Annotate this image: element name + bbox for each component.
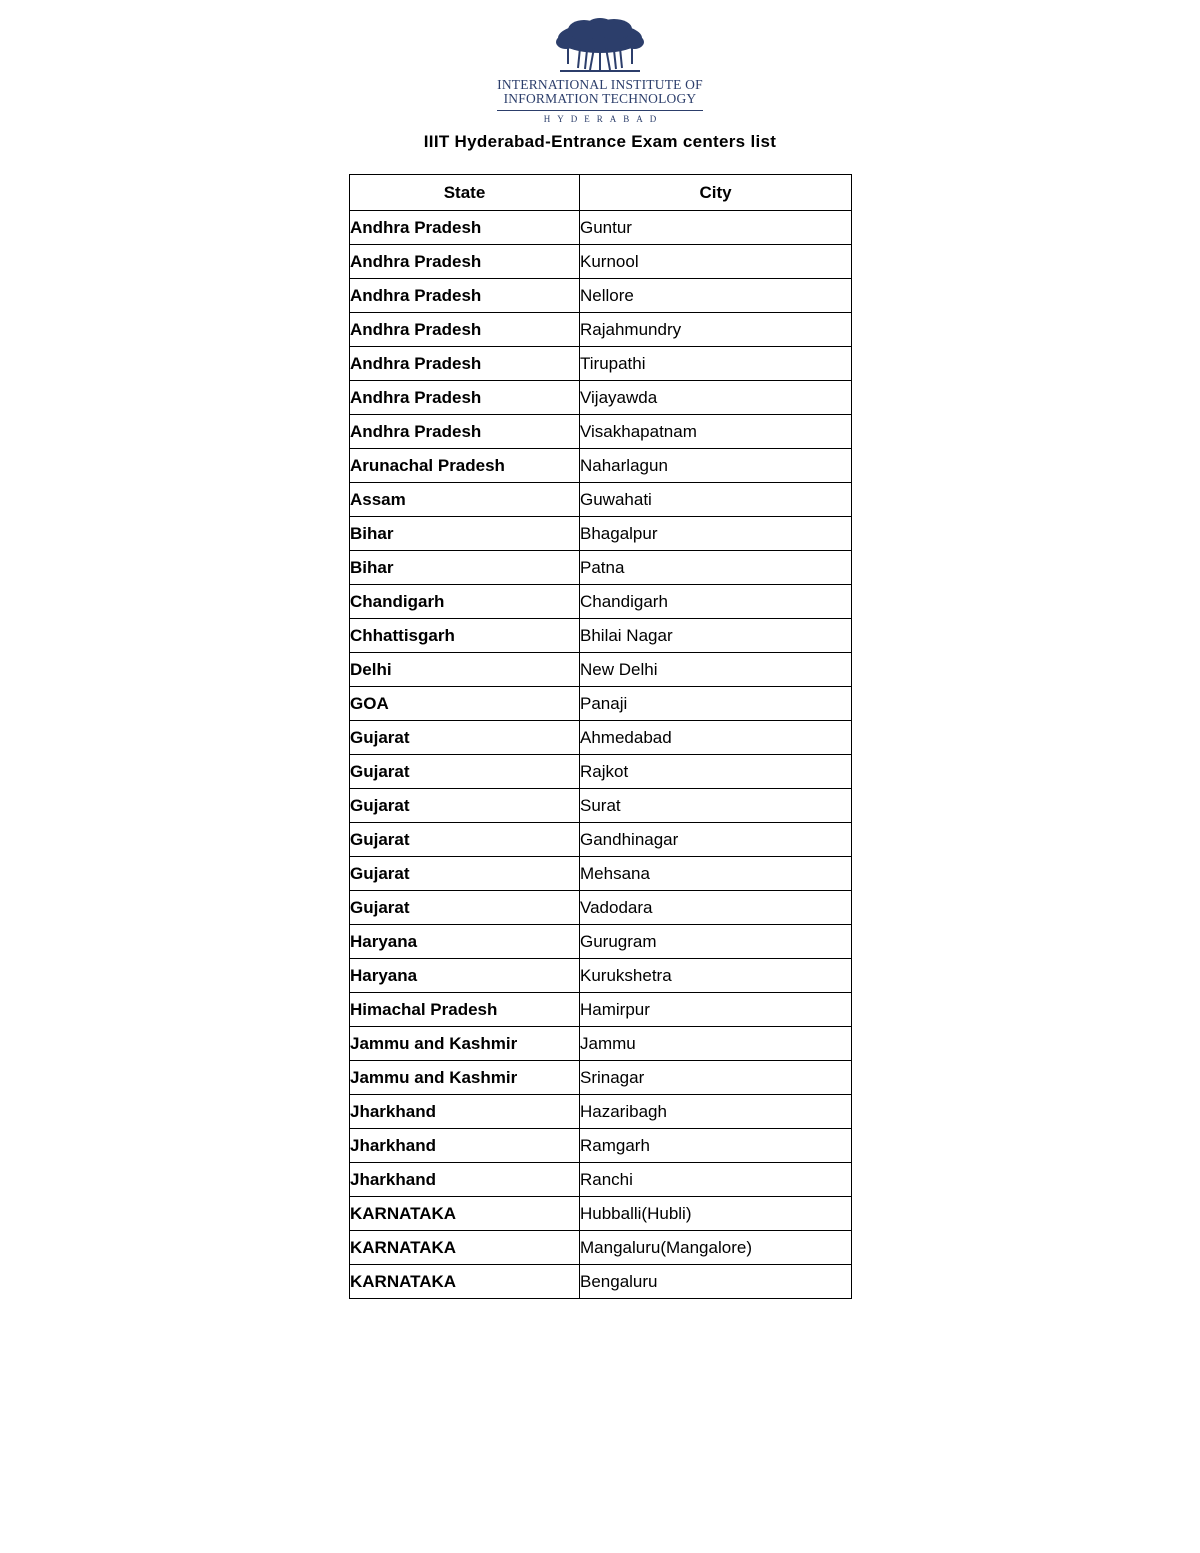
table-row [350,1129,852,1163]
city-cell: Hamirpur [580,993,852,1027]
city-cell: Hubballi(Hubli) [580,1197,852,1231]
table-row [350,415,852,449]
state-cell: Jharkhand [350,1095,580,1129]
table-header-row [350,175,852,211]
city-cell: Ramgarh [580,1129,852,1163]
state-cell: Jammu and Kashmir [350,1027,580,1061]
table-row [350,789,852,823]
city-cell: Bhagalpur [580,517,852,551]
state-cell: Chandigarh [350,585,580,619]
state-cell: KARNATAKA [350,1197,580,1231]
city-cell: Nellore [580,279,852,313]
table-row [350,1163,852,1197]
state-cell: Jharkhand [350,1129,580,1163]
table-row [350,687,852,721]
table-row [350,959,852,993]
city-cell: Gurugram [580,925,852,959]
table-row [350,619,852,653]
city-cell: Jammu [580,1027,852,1061]
state-cell: Andhra Pradesh [350,313,580,347]
table-row [350,347,852,381]
city-cell: Guwahati [580,483,852,517]
banyan-tree-icon [554,18,646,74]
column-header-city: City [580,175,852,211]
state-cell: KARNATAKA [350,1265,580,1299]
column-header-state: State [350,175,580,211]
table-row [350,1197,852,1231]
table-row [350,1027,852,1061]
table-row [350,1265,852,1299]
state-cell: Himachal Pradesh [350,993,580,1027]
city-cell: Mehsana [580,857,852,891]
state-cell: KARNATAKA [350,1231,580,1265]
state-cell: Bihar [350,517,580,551]
table-row [350,755,852,789]
table-row [350,279,852,313]
table-row [350,585,852,619]
state-cell: Gujarat [350,755,580,789]
state-cell: Bihar [350,551,580,585]
city-cell: Rajkot [580,755,852,789]
state-cell: Arunachal Pradesh [350,449,580,483]
city-cell: Vadodara [580,891,852,925]
city-cell: Bengaluru [580,1265,852,1299]
table-row [350,211,852,245]
table-row [350,823,852,857]
state-cell: Delhi [350,653,580,687]
table-row [350,313,852,347]
state-cell: Andhra Pradesh [350,415,580,449]
state-cell: Andhra Pradesh [350,245,580,279]
table-row [350,857,852,891]
table-body [350,211,852,1299]
table-row [350,993,852,1027]
state-cell: Chhattisgarh [350,619,580,653]
state-cell: GOA [350,687,580,721]
city-cell: Patna [580,551,852,585]
city-cell: Panaji [580,687,852,721]
city-cell: New Delhi [580,653,852,687]
state-cell: Gujarat [350,721,580,755]
city-cell: Surat [580,789,852,823]
state-cell: Jammu and Kashmir [350,1061,580,1095]
city-cell: Vijayawda [580,381,852,415]
state-cell: Gujarat [350,789,580,823]
city-cell: Visakhapatnam [580,415,852,449]
city-cell: Naharlagun [580,449,852,483]
state-cell: Andhra Pradesh [350,279,580,313]
city-cell: Kurnool [580,245,852,279]
state-cell: Haryana [350,925,580,959]
city-cell: Kurukshetra [580,959,852,993]
table-row [350,1231,852,1265]
table-row [350,381,852,415]
city-cell: Tirupathi [580,347,852,381]
city-cell: Ranchi [580,1163,852,1197]
page-title: IIIT Hyderabad-Entrance Exam centers list [423,132,777,151]
state-cell: Assam [350,483,580,517]
city-cell: Mangaluru(Mangalore) [580,1231,852,1265]
city-cell: Hazaribagh [580,1095,852,1129]
state-cell: Jharkhand [350,1163,580,1197]
city-cell: Rajahmundry [580,313,852,347]
city-cell: Guntur [580,211,852,245]
table-row [350,925,852,959]
table-row [350,1061,852,1095]
state-cell: Andhra Pradesh [350,347,580,381]
exam-centers-table [349,174,852,1299]
institute-logo [480,18,720,124]
table-row [350,517,852,551]
city-cell: Chandigarh [580,585,852,619]
institute-name-line1: INTERNATIONAL INSTITUTE OF [497,77,703,92]
logo-divider [497,110,703,111]
city-cell: Ahmedabad [580,721,852,755]
table-row [350,1095,852,1129]
state-cell: Gujarat [350,823,580,857]
institute-name-line2: INFORMATION TECHNOLOGY [503,91,697,106]
table-row [350,449,852,483]
state-cell: Haryana [350,959,580,993]
table-row [350,551,852,585]
state-cell: Gujarat [350,891,580,925]
table-row [350,245,852,279]
city-cell: Gandhinagar [580,823,852,857]
table-row [350,653,852,687]
table-row [350,721,852,755]
state-cell: Andhra Pradesh [350,381,580,415]
state-cell: Gujarat [350,857,580,891]
table-row [350,891,852,925]
institute-location: HYDERABAD [543,114,664,124]
state-cell: Andhra Pradesh [350,211,580,245]
table-row [350,483,852,517]
city-cell: Bhilai Nagar [580,619,852,653]
city-cell: Srinagar [580,1061,852,1095]
